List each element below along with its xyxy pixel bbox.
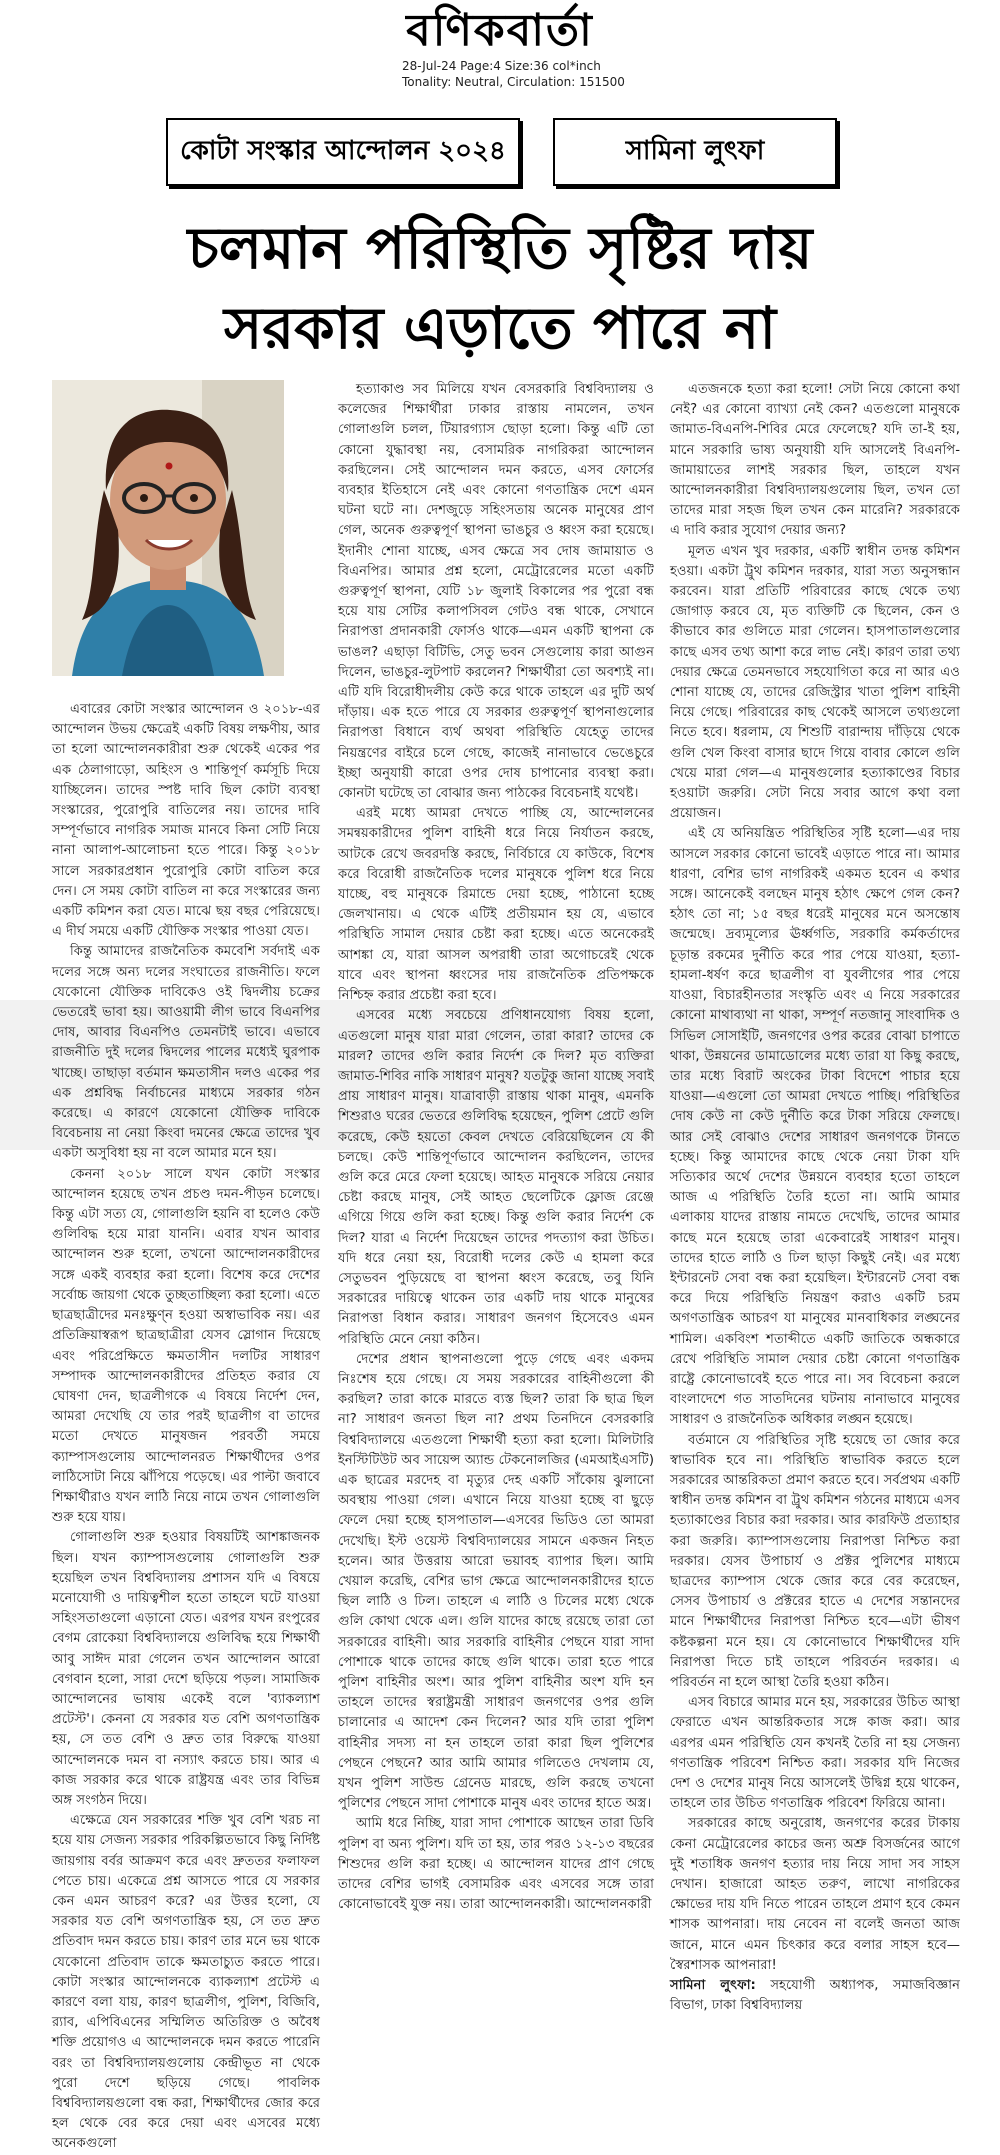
paragraph: এসব বিচারে আমার মনে হয়, সরকারের উচিত আস্থা ফেরাতে এখন আন্তরিকতার সঙ্গে কাজ করা। আর এরপর এমন পরিস্থিতি যেন কখনই তৈরি না হয় সেজন্য গণতান্ত্রিক পরিবেশ নিশ্চিত করা। সরকার যদি নিজের দেশ ও দেশের মানুষ নিয়ে আসলেই উদ্বিগ্ন হয়ে থাকেন, তাহলে তার উচিত গণতান্ত্রিক পরিবেশ ফিরিয়ে আনা। (670, 1695, 960, 1812)
clipping-meta (402, 58, 625, 90)
article-column-2 (338, 380, 654, 2140)
paragraph: এক্ষেত্রে যেন সরকারের শক্তি খুব বেশি খরচ না হয়ে যায় সেজন্য সরকার পরিকল্পিতভাবে কিছু নির্দিষ্ট জায়গায় বর্বর আক্রমণ করে এবং দ্রুততর ফলাফল পেতে চায়। একেত্রে প্রশ্ন আসতে পারে যে সরকার কেন এমন আচরণ করে? এর উত্তর হলো, যে সরকার যত বেশি অগণতান্ত্রিক হয়, সে তত দ্রুত প্রতিবাদ দমন করতে চায়। কারণ তার মনে ভয় থাকে যেকোনো প্রতিবাদ তাকে ক্ষমতাচ্যুত করতে পারে। কোটা সংস্কার আন্দোলনকে ব্যাকল্যাশ প্রটেস্ট এ কারণে বলা যায়, কারণ ছাত্রলীগ, পুলিশ, বিজিবি, র‍্যাব, এপিবিএনের সম্মিলিত অতিরিক্ত ও অবৈধ শক্তি প্রয়োগও এ আন্দোলনকে দমন করতে পারেনি বরং তা বিশ্ববিদ্যালয়গুলোয় কেন্দ্রীভূত না থেকে পুরো দেশে ছড়িয়ে গেছে। পাবলিক বিশ্ববিদ্যালয়গুলো বন্ধ করা, শিক্ষার্থীদের জোর করে হল থেকে বের করে দেয়া এবং এসবের মধ্যে অনেকগুলো (52, 1813, 320, 2152)
paragraph: মূলত এখন খুব দরকার, একটি স্বাধীন তদন্ত কমিশন হওয়া। একটা ট্রুথ কমিশন দরকার, যারা সত্য অনুসন্ধান করবেন। যারা প্রতিটি পরিবারের কাছে থেকে তথ্য জোগাড় করবে যে, মৃত ব্যক্তিটি কে ছিলেন, কেন ও কীভাবে কার গুলিতে মারা গেলেন। হাসপাতালগুলোর কাছে এসব তথ্য আশা করে লাভ নেই। কারণ তারা তথ্য দেয়ার ক্ষেত্রে তেমনভাবে সহযোগিতা করে না আর এও শোনা যাচ্ছে যে, তাদের রেজিস্ট্রার খাতা পুলিশ বাহিনী নিয়ে গেছে। পরিবারের কাছ থেকেই আসলে তথ্যগুলো নিতে হবে। ধরলাম, যে শিশুটি বারান্দায় দাঁড়িয়ে থেকে গুলি খেল কিংবা বাসার ছাদে গিয়ে বাবার কোলে গুলি খেয়ে মারা গেল—এ মানুষগুলোর হত্যাকাণ্ডের বিচার হওয়াটা জরুরি। সেটা নিয়ে সবার আগে কথা বলা প্রয়োজন। (670, 543, 960, 822)
paragraph: এসবের মধ্যে সবচেয়ে প্রণিধানযোগ্য বিষয় হলো, এতগুলো মানুষ যারা মারা গেলেন, তারা কারা? তাদের কে মারল? তাদের গুলি করার নির্দেশ কে দিল? মৃত ব্যক্তিরা জামাত-শিবির নাকি সাধারণ মানুষ? যতটুকু জানা যাচ্ছে সবাই প্রায় সাধারণ মানুষ। যাত্রাবাড়ী রাস্তায় থাকা মানুষ, এমনকি শিশুরাও ঘরের ভেতরে গুলিবিদ্ধ হয়েছেন, পুলিশ প্রেটে গুলি করেছে, কেউ হয়তো কেবল দেখতে বেরিয়েছিলেন যে কী চলছে। কেউ শান্তিপূর্ণভাবে আন্দোলন করছিলেন, তাদের গুলি করে মেরে ফেলা হয়েছে। আহত মানুষকে সরিয়ে নেয়ার চেষ্টা করছে মানুষ, সেই আহত ছেলেটিকে ফ্লোজ রেঞ্জে এগিয়ে গিয়ে গুলি করা হচ্ছে। কিন্তু গুলি করার নির্দেশ কে দিল? যারা এ নির্দেশ দিয়েছেন তাদের পদত্যাগ করা উচিত। যদি ধরে নেয়া হয়, বিরোধী দলের কেউ এ হামলা করে সেতুভবন পুড়িয়েছে বা স্থাপনা ধ্বংস করেছে, তবু যিনি সরকারের দায়িত্বে থাকেন তার একটি দায় থাকে মানুষের নিরাপত্তা বিধান করার। সাধারণ জনগণ হিসেবেও এমন পরিস্থিতি মেনে নেয়া কঠিন। (338, 1008, 654, 1347)
author-photo (52, 380, 284, 676)
paragraph: সরকারের কাছে অনুরোধ, জনগণের করের টাকায় কেনা মেট্রোরেলের কাচের জন্য অশ্রু বিসর্জনের আগে দুই শতাধিক জনগণ হত্যার দায় নিয়ে সাদা সব সাহস দেখান। হাজারো আহত তরুণ, লাখো নাগরিকের ক্ষোভের দায় যদি নিতে পারেন তাহলে প্রমাণ হবে কেমন শাসক আপনারা। দায় নেবেন না বলেই জনতা আজ জানে, মানে এমন চিৎকার করে বলার সাহস হবে—স্বৈরশাসক আপনারা! (670, 1816, 960, 1973)
newspaper-logo: বণিকবার্তা (406, 5, 594, 56)
author-tag: সামিনা লুৎফা (553, 118, 837, 186)
headline-line-1: চলমান পরিস্থিতি সৃষ্টির দায় (187, 214, 813, 282)
article-column-1 (52, 700, 320, 2152)
author-note-name: সামিনা লুৎফা: (670, 1978, 756, 1994)
author-note-bio: সহযোগী অধ্যাপক, সমাজবিজ্ঞান বিভাগ, ঢাকা বিশ্ববিদ্যালয় (670, 1978, 960, 2014)
author-note (670, 1976, 960, 2016)
paragraph: কেননা ২০১৮ সালে যখন কোটা সংস্কার আন্দোলন হয়েছে তখন প্রচণ্ড দমন-পীড়ন চলেছে। কিন্তু এটা সত্য যে, গোলাগুলি হয়নি বা হলেও কেউ গুলিবিদ্ধ হয়ে মারা যাননি। এবার যখন আবার আন্দোলন শুরু হলো, তখনো আন্দোলনকারীদের সঙ্গে একই ব্যবহার করা হলো। বিশেষ করে দেশের সর্বোচ্চ জায়গা থেকে তুচ্ছতাচ্ছিল্য করা হলো। এতে ছাত্রছাত্রীদের মনঃক্ষুণ্ন হওয়া অস্বাভাবিক নয়। এর প্রতিক্রিয়াস্বরূপ ছাত্রছাত্রীরা যেসব স্লোগান দিয়েছে এবং পরিপ্রেক্ষিতে ক্ষমতাসীন দলটির সাধারণ সম্পাদক আন্দোলনকারীদের প্রতিহত করার যে ঘোষণা দেন, ছাত্রলীগকে এ বিষয়ে নির্দেশ দেন, আমরা দেখেছি যে তার পরই ছাত্রলীগ বা তাদের মতো দেখতে মানুষজন পরবর্তী সময়ে ক্যাম্পাসগুলোয় আন্দোলনরত শিক্ষার্থীদের ওপর লাঠিসোটা নিয়ে ঝাঁপিয়ে পড়েছে। এর পাল্টা জবাবে শিক্ষার্থীরাও যখন লাঠি নিয়ে নামে তখন গোলাগুলি শুরু হয়ে যায়। (52, 1166, 320, 1526)
author-portrait-illustration (52, 380, 284, 676)
headline-line-2: সরকার এড়াতে পারে না (223, 294, 777, 362)
paragraph: এই যে অনিয়ন্ত্রিত পরিস্থিতির সৃষ্টি হলো—এর দায় আসলে সরকার কোনো ভাবেই এড়াতে পারে না। আমার ধারণা, বেশির ভাগ নাগরিকই একমত হবেন এ কথার সঙ্গে। আনেকেই বলছেন মানুষ হঠাৎ ক্ষেপে গেল কেন? হঠাৎ তো না; ১৫ বছর ধরেই মানুষের মনে অসন্তোষ জন্মেছে। দ্রব্যমূল্যের ঊর্ধ্বগতি, সরকারি কর্মকর্তাদের চূড়ান্ত রকমের দুর্নীতি করে পার পেয়ে যাওয়া, হত্যা-হামলা-ধর্ষণ করে ছাত্রলীগ বা যুবলীগের পার পেয়ে যাওয়া, বিচারহীনতার সংস্কৃতি এবং এ নিয়ে সরকারের কোনো মাথাব্যথা না থাকা, সম্পূর্ণ নতজানু সাংবাদিক ও সিভিল সোসাইটি, জনগণের ওপর করের বোঝা চাপাতে থাকা, উন্নয়নের ডামাডোলের মধ্যে তারা যা কিছু করছে, তার মধ্যে বিরাট অংকের টাকা বিদেশে পাচার হয়ে যাওয়া—এগুলো তো আমরা দেখতে পাচ্ছি। পরিস্থিতির দোষ কেউ না কেউ দুর্নীতি করে টাকা সরিয়ে ফেলছে। আর সেই বোঝাও দেশের সাধারণ জনগণকে টানতে হচ্ছে। কিন্তু আমাদের কাছে থেকে নেয়া টাকা যদি সত্যিকার অর্থে দেশের উন্নয়নে ব্যবহার হতো তাহলে আজ এ পরিস্থিতি তৈরি হতো না। আমি আমার এলাকায় যাদের রাস্তায় নামতে দেখেছি, তাদের আমার কাছে মনে হয়েছে তারা একেবারেই সাধারণ মানুষ। তাদের হাতে লাঠি ও ঢিল ছাড়া কিছুই নেই। এর মধ্যে ইন্টারনেট সেবা বন্ধ করা হয়েছিল। ইন্টারনেট সেবা বন্ধ করে দিয়ে পরিস্থিতি নিয়ন্ত্রণ করাও একটি চরম অগণতান্ত্রিক আচরণ যা মানুষের মানবাধিকার লঙ্ঘনের শামিল। একবিংশ শতাব্দীতে একটি জাতিকে অন্ধকারে রেখে পরিস্থিতি সামাল দেয়ার চেষ্টা কোনো গণতান্ত্রিক রাষ্ট্রে কোনোভাবেই হতে পারে না। সব বিবেচনা করলে বাংলাদেশে গত সাতদিনের ঘটনায় নানাভাবে মানুষের সাধারণ ও রাজনৈতিক অধিকার লঙ্ঘন হয়েছে। (670, 826, 960, 1428)
header-tags (0, 118, 1000, 188)
paragraph: হত্যাকাণ্ড সব মিলিয়ে যখন বেসরকারি বিশ্ববিদ্যালয় ও কলেজের শিক্ষার্থীরা ঢাকার রাস্তায় নামলেন, তখন গোলাগুলি চলল, টিয়ারগ্যাস ছোড়া হলো। কিন্তু এটি তো কোনো যুদ্ধাবস্থা নয়, বেসামরিক নাগরিকরা আন্দোলন করছিলেন। সেই আন্দোলন দমন করতে, এসব ফোর্সের ব্যবহার ইতিহাসে নেই এবং কোনো গণতান্ত্রিক দেশে এমন ঘটনা ঘটে না। দেশজুড়ে সহিংসতায় অনেক মানুষের প্রাণ গেল, অনেক গুরুত্বপূর্ণ স্থাপনা ভাঙচুর ও ধ্বংস করা হয়েছে। ইদানীং শোনা যাচ্ছে, এসব ক্ষেত্রে সব দোষ জামায়াত ও বিএনপির। আমার প্রশ্ন হলো, মেট্রোরেলের মতো একটি গুরুত্বপূর্ণ স্থাপনা, যেটি ১৮ জুলাই বিকালের পর পুরো বন্ধ হয়ে যায় সেটির কলাপসিবল গেটও বন্ধ থাকে, সেখানে নিরাপত্তা প্রদানকারী ফোর্সও থাকে—এমন একটি স্থাপনা কে ভাঙল? এছাড়া বিটিভি, সেতু ভবন সেগুলোয় কারা আগুন দিলেন, ভাঙচুর-লুটপাট করলেন? শিক্ষার্থীরা তো অবশ্যই না। এটি যদি বিরোধীদলীয় কেউ করে থাকে তাহলে এর দুটি অর্থ দাঁড়ায়। এক হতে পারে যে সরকার গুরুত্বপূর্ণ স্থাপনাগুলোর নিরাপত্তা বিধানে ব্যর্থ অথবা পরিস্থিতি যেহেতু তাদের নিয়ন্ত্রণের বাইরে চলে গেছে, কাজেই নানাভাবে ভেঙেচুরে ইচ্ছা অনুযায়ী কারো ওপর দোষ চাপানোর ব্যবস্থা করা। কোনটা ঘটেছে তা বোঝার জন্য পাঠকের বিবেচনাই যথেষ্ট। (338, 382, 654, 802)
masthead (0, 6, 1000, 56)
paragraph: কিন্তু আমাদের রাজনৈতিক কমবেশি সর্বদাই এক দলের সঙ্গে অন্য দলের সংঘাতের রাজনীতি। ফলে যেকোনো যৌক্তিক দাবিকেও ওই দ্বিদলীয় চক্রের ভেতরেই ভাবা হয়। আওয়ামী লীগ ভাবে বিএনপির দোষ, আবার বিএনপিও তেমনটাই ভাবে। এভাবে রাজনীতি দুই দলের দ্বিদলের পালের মধ্যেই ঘুরপাক খাচ্ছে। তাছাড়া বর্তমান ক্ষমতাসীন দলও একের পর এক প্রশ্নবিদ্ধ নির্বাচনের মাধ্যমে সরকার গঠন করেছে। এ কারণে যেকোনো যৌক্তিক দাবিকে বিবেচনায় না নেয়া কিংবা দমনের ক্ষেত্রে তাদের খুব একটা অসুবিধা হয় না বলে আমার মনে হয়। (52, 944, 320, 1162)
paragraph: এতজনকে হত্যা করা হলো! সেটা নিয়ে কোনো কথা নেই? এর কোনো ব্যাখ্যা নেই কেন? এতগুলো মানুষকে জামাত-বিএনপি-শিবির মেরে ফেলেছে? যদি তা-ই হয়, মানে সরকারি ভাষ্য অনুযায়ী যদি আসলেই বিএনপি-জামায়াতের লাশই সরকার ছিল, তাহলে যখন আন্দোলনকারীরা বিশ্ববিদ্যালয়গুলোয় ছিল, তখন তো তাদের মারা সহজ ছিল তখন কেন মারেনি? সরকারকে এ দাবি করার সুযোগ দেয়ার জন্য? (670, 382, 960, 539)
paragraph: এরই মধ্যে আমরা দেখতে পাচ্ছি যে, আন্দোলনের সমন্বয়কারীদের পুলিশ বাহিনী ধরে নিয়ে নির্যাতন করছে, আটকে রেখে জবরদস্তি করছে, নির্বিচারে যে কাউকে, বিশেষ করে বিরোধী রাজনৈতিক দলের মানুষকে পুলিশ ধরে নিয়ে যাচ্ছে, বহু মানুষকে রিমান্ডে দেয়া হচ্ছে, পাঠানো হচ্ছে জেলখানায়। এ থেকে এটিই প্রতীয়মান হয় যে, এভাবে পরিস্থিতি সামাল দেয়ার চেষ্টা করা হচ্ছে। এতে অনেকেরই আশঙ্কা যে, যারা আসল অপরাধী তারা অগোচরেই থেকে যাবে এবং স্থাপনা ধ্বংসের দায় রাজনৈতিক প্রতিপক্ষকে নিশ্চিহ্ন করার প্রচেষ্টা করা হবে। (338, 806, 654, 1004)
article-column-3 (670, 380, 960, 2140)
paragraph: দেশের প্রধান স্থাপনাগুলো পুড়ে গেছে এবং একদম নিঃশেষ হয়ে গেছে। যে সময় সরকারের বাহিনীগুলো কী করছিল? তারা কাকে মারতে ব্যস্ত ছিল? তারা কি ছাত্র ছিল না? সাধারণ জনতা ছিল না? প্রথম তিনদিনে বেসরকারি বিশ্ববিদ্যালয়ে এতগুলো শিক্ষার্থী হত্যা করা হলো। মিলিটারি ইনস্টিটিউট অব সায়েন্স অ্যান্ড টেকনোলজির (এমআইএসটি) এক ছাত্রের মরদেহ বা মৃত্যুর দেহ একটি সাঁকোয় ঝুলানো অবস্থায় পাওয়া গেল। এখানে নিয়ে যাওয়া হচ্ছে বা ছুড়ে ফেলে দেয়া হচ্ছে হাসপাতাল—এসবের ভিডিও তো আমরা দেখেছি। ইস্ট ওয়েস্ট বিশ্ববিদ্যালয়ের সামনে একজন নিহত হলেন। আর উত্তরায় আরো ভয়াবহ ব্যাপার ছিল। আমি খেয়াল করেছি, বেশির ভাগ ক্ষেত্রে আন্দোলনকারীদের হাতে ছিল লাঠি ও ঢিল। তাহলে এ লাঠি ও ঢিলের মধ্যে থেকে গুলি কোথা থেকে এল। গুলি যাদের কাছে রয়েছে তারা তো সরকারের বাহিনী। আর সরকারি বাহিনীর পেছনে যারা সাদা পোশাকে থাকে তাদের কাছে গুলি থাকে। তারা হতে পারে পুলিশ বাহিনীর অংশ। আর পুলিশ বাহিনীর অংশ যদি হন তাহলে তাদের স্বরাষ্ট্রমন্ত্রী সাধারণ জনগণের ওপর গুলি চালানোর এ আদেশ কেন দিলেন? আর যদি তারা পুলিশ বাহিনীর সদস্য না হন তাহলে তারা কারা ছিল পুলিশের পেছনে পেছনে? আর আমি আমার গলিতেও দেখলাম যে, যখন পুলিশ সাউন্ড গ্রেনেড মারছে, গুলি করছে তখনো পুলিশের পেছনে সাদা পোশাকে মানুষ এবং তাদের হাতে অস্ত্র। (338, 1351, 654, 1812)
paragraph: বর্তমানে যে পরিস্থিতির সৃষ্টি হয়েছে তা জোর করে স্বাভাবিক হবে না। পরিস্থিতি স্বাভাবিক করতে হলে সরকারের আন্তরিকতা প্রমাণ করতে হবে। সর্বপ্রথম একটি স্বাধীন তদন্ত কমিশন বা ট্রুথ কমিশন গঠনের মাধ্যমে এসব হত্যাকাণ্ডের বিচার করা দরকার। আর কারফিউ প্রত্যাহার করা জরুরি। ক্যাম্পাসগুলোয় নিরাপত্তা নিশ্চিত করা দরকার। যেসব উপাচার্য ও প্রক্টর পুলিশের মাধ্যমে ছাত্রদের ক্যাম্পাস থেকে জোর করে বের করেছেন, সেসব উপাচার্য ও প্রক্টরের হাতে এ দেশের সন্তানদের মানে শিক্ষার্থীদের নিরাপত্তা নিশ্চিত হবে—এটা ভীষণ কষ্টকল্পনা মনে হয়। যে কোনোভাবে শিক্ষার্থীদের যদি নিরাপত্তা দিতে চাই তাহলে পরিবর্তন দরকার। এ পরিবর্তন না হলে আস্থা তৈরি হওয়া কঠিন। (670, 1432, 960, 1690)
headline (40, 208, 960, 368)
paragraph: এবারের কোটা সংস্কার আন্দোলন ও ২০১৮-এর আন্দোলন উভয় ক্ষেত্রেই একটি বিষয় লক্ষণীয়, আর তা হলো আন্দোলনকারীরা শুরু থেকেই একের পর এক ঠেলাগাড়ো, অহিংস ও শান্তিপূর্ণ কর্মসূচি দিয়ে যাচ্ছিলেন। তাদের স্পষ্ট দাবি ছিল কোটা ব্যবস্থা সংস্কারের, পুরোপুরি বাতিলের নয়। তাদের দাবি সম্পূর্ণভাবে নাগরিক সমাজ মানবে কিনা সেটি নিয়ে নানা আলাপ-আলোচনা হতে পারে। কিন্তু ২০১৮ সালে সরকারপ্রধান পুরোপুরি কোটা বাতিল করে দেন। সে সময় কোটা বাতিল না করে সংস্কারের জন্য একটি কমিশন করা যেত। মাঝে ছয় বছর পেরিয়েছে। এ দীর্ঘ সময়ে একটি যৌক্তিক সংস্কার পাওয়া যেত। (52, 702, 320, 940)
paragraph: গোলাগুলি শুরু হওয়ার বিষয়টিই আশঙ্কাজনক ছিল। যখন ক্যাম্পাসগুলোয় গোলাগুলি শুরু হয়েছিল তখন বিশ্ববিদ্যালয় প্রশাসন যদি এ বিষয়ে মনোযোগী ও দায়িত্বশীল হতো তাহলে ঘটে যাওয়া সহিংসতাগুলো এড়ানো যেত। এরপর যখন রংপুরের বেগম রোকেয়া বিশ্ববিদ্যালয়ে গুলিবিদ্ধ হয়ে শিক্ষার্থী আবু সাঈদ মারা গেলেন তখন আন্দোলন আরো বেগবান হলো, সারা দেশে ছড়িয়ে পড়ল। সামাজিক আন্দোলনের ভাষায় একেই বলে 'ব্যাকল্যাশ প্রটেস্ট'। কেননা যে সরকার যত বেশি অগণতান্ত্রিক হয়, সে তত বেশি ও দ্রুত তার বিরুদ্ধে যাওয়া আন্দোলনকে দমন বা নস্যাৎ করতে চায়। আর এ কাজ সরকার করে থাকে রাষ্ট্রযন্ত্র এবং তার বিভিন্ন অঙ্গ সংগঠন দিয়ে। (52, 1530, 320, 1808)
meta-line-date: 28-Jul-24 Page:4 Size:36 col*inch (402, 59, 601, 73)
topic-tag: কোটা সংস্কার আন্দোলন ২০২৪ (166, 118, 520, 186)
meta-line-tonality: Tonality: Neutral, Circulation: 151500 (402, 75, 625, 89)
paragraph: আমি ধরে নিচ্ছি, যারা সাদা পোশাকে আছেন তারা ডিবি পুলিশ বা অন্য পুলিশ। যদি তা হয়, তার পরও ১২-১৩ বছরের শিশুদের গুলি করা হচ্ছে। এ আন্দোলন যাদের প্রাণ গেছে তাদের বেশির ভাগই বেসামরিক এবং এসবের সঙ্গে তারা কোনোভাবেই যুক্ত নয়। তারা আন্দোলনকারী। আন্দোলনকারী (338, 1816, 654, 1913)
